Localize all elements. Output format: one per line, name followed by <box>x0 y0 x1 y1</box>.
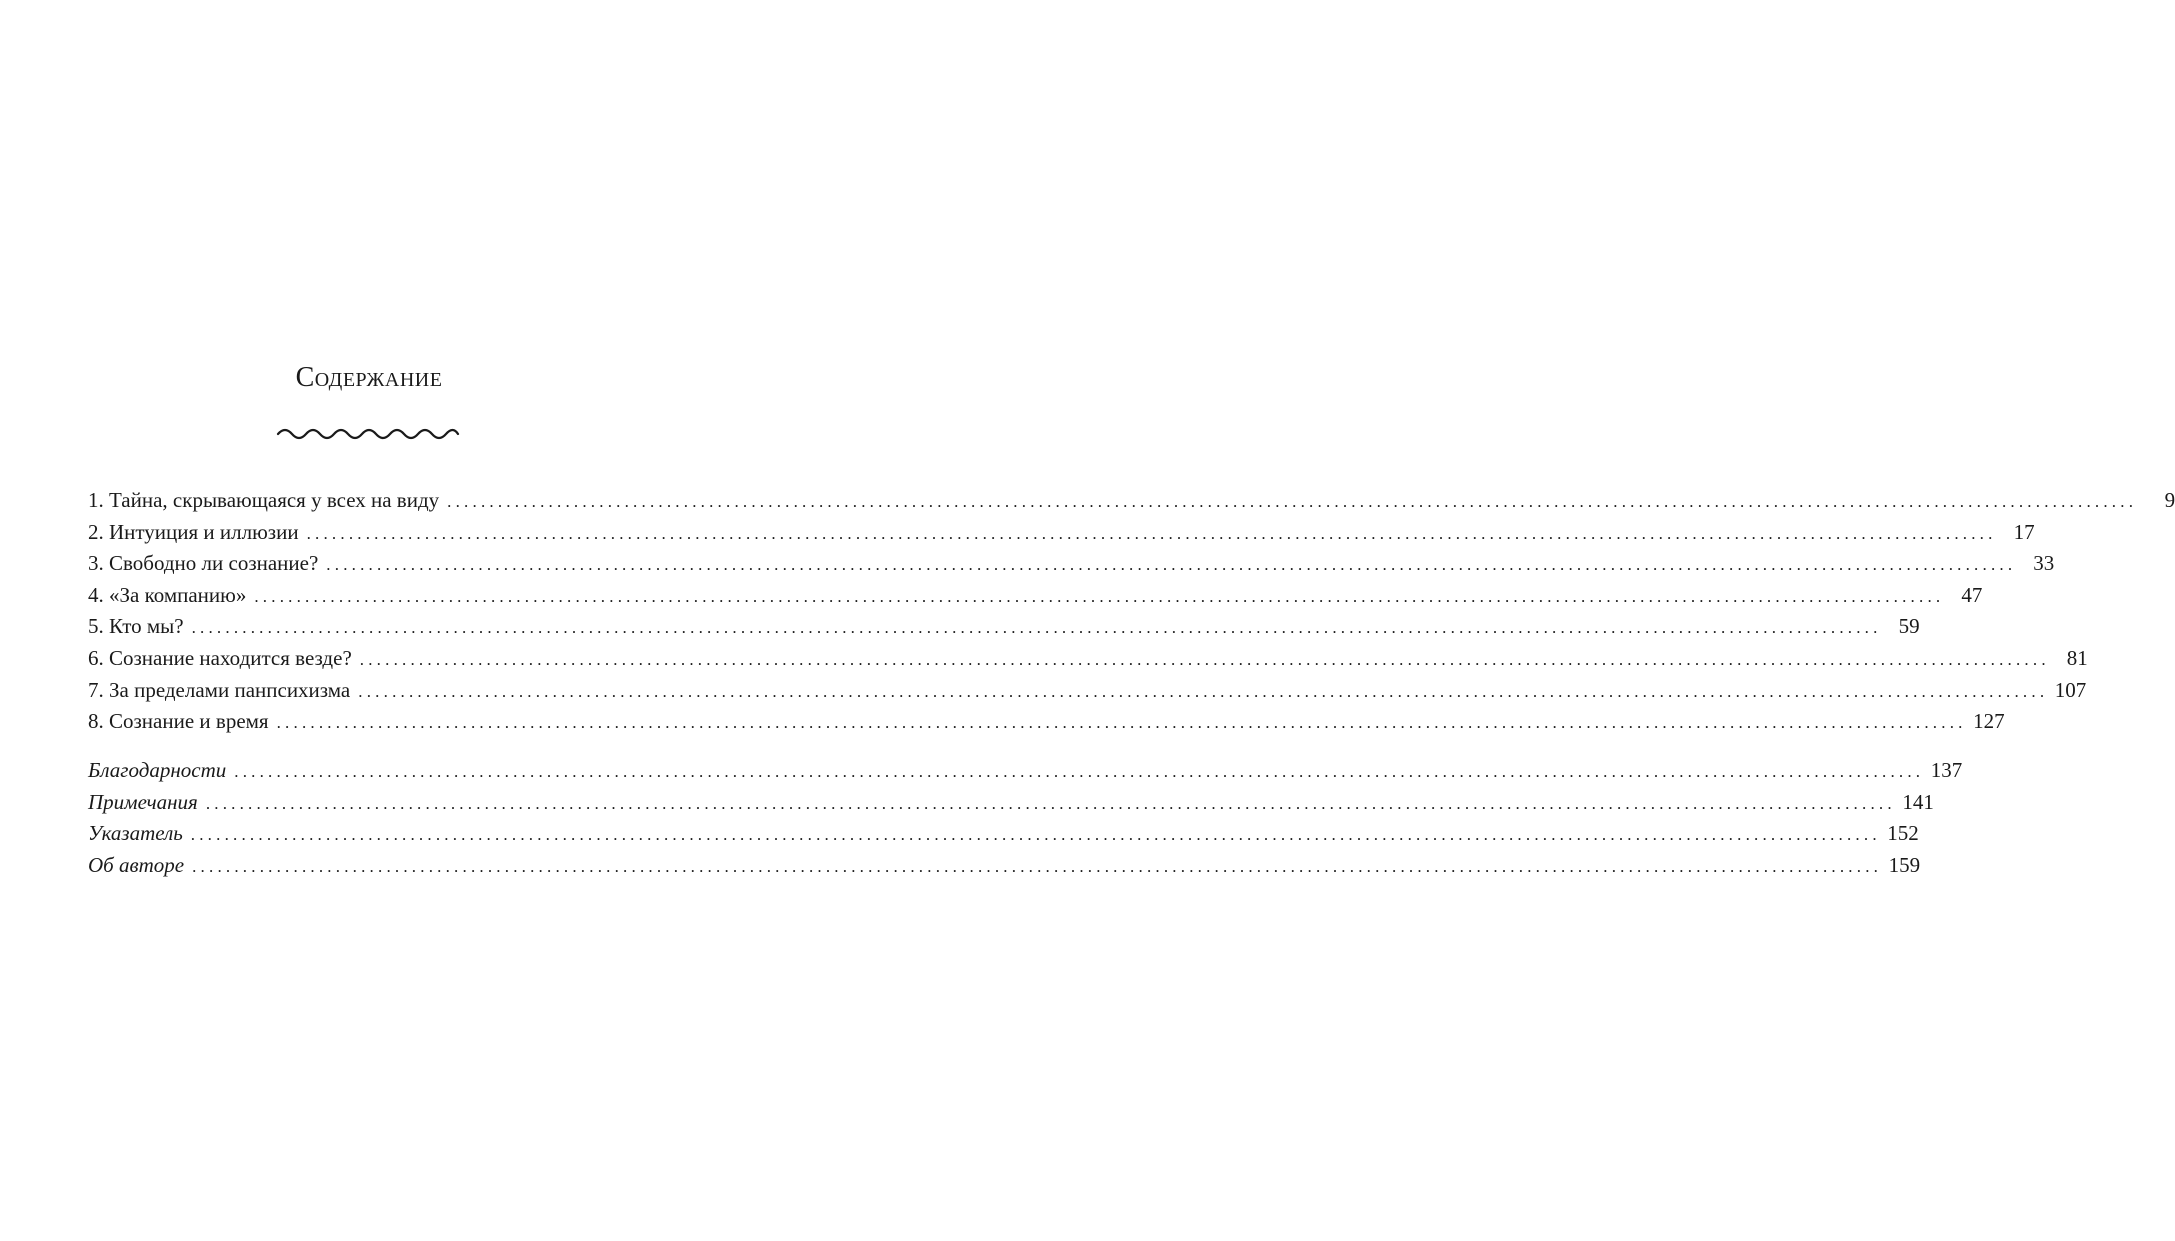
toc-entry-page: 59 <box>1898 614 1920 639</box>
toc-entry-title: 4. «За компанию» <box>88 582 247 607</box>
toc-entry-2[interactable] <box>88 519 2035 552</box>
toc-entry-page: 47 <box>1961 582 1983 607</box>
dot-leader: ........................................................................................................................................................................................................ <box>191 618 1882 638</box>
toc-entry-page: 159 <box>1888 852 1921 877</box>
toc-entry-page: 141 <box>1902 789 1934 814</box>
dot-leader: ........................................................................................................................................................................................................ <box>254 586 1945 606</box>
toc-entry-title: Об авторе <box>88 852 185 877</box>
dot-leader: ........................................................................................................................................................................................................ <box>358 681 2049 701</box>
dot-leader: ........................................................................................................................................................................................................ <box>306 523 1997 543</box>
toc-entry-title: 7. За пределами панпсихизма <box>88 677 351 702</box>
toc-entry-title: Указатель <box>88 821 183 846</box>
toc-entry-index[interactable] <box>88 821 1919 853</box>
toc-entry-page: 17 <box>2013 519 2035 544</box>
dot-leader: ........................................................................................................................................................................................................ <box>205 793 1896 813</box>
toc-entry-page: 107 <box>2054 677 2087 702</box>
toc-chapters-list <box>88 488 2175 741</box>
toc-entry-acknowledgements[interactable] <box>88 758 1963 790</box>
dot-leader: ........................................................................................................................................................................................................ <box>234 762 1925 781</box>
dot-leader: ........................................................................................................................................................................................................ <box>276 713 1967 733</box>
toc-entry-title: 5. Кто мы? <box>88 614 184 639</box>
toc-entry-page: 152 <box>1887 821 1919 846</box>
toc-entry-page: 81 <box>2066 645 2088 670</box>
toc-entry-3[interactable] <box>88 551 2055 583</box>
dot-leader: ........................................................................................................................................................................................................ <box>359 649 2050 669</box>
toc-entry-6[interactable] <box>88 645 2088 678</box>
toc-entry-1[interactable] <box>88 488 2175 520</box>
dot-leader: ........................................................................................................................................................................................................ <box>192 856 1883 876</box>
toc-entry-page: 127 <box>1973 709 2005 734</box>
toc-entry-title: 3. Свободно ли сознание? <box>88 551 319 576</box>
toc-entry-4[interactable] <box>88 582 1983 615</box>
dot-leader: ........................................................................................................................................................................................................ <box>190 825 1881 845</box>
toc-entry-title: 8. Сознание и время <box>88 709 269 734</box>
toc-entry-title: 2. Интуиция и иллюзии <box>88 519 299 544</box>
toc-entry-title: 1. Тайна, скрывающаяся у всех на виду <box>88 488 440 512</box>
dot-leader: ........................................................................................................................................................................................................ <box>447 492 2138 511</box>
dot-leader: ........................................................................................................................................................................................................ <box>326 555 2017 575</box>
toc-entry-title: Благодарности <box>88 758 227 782</box>
toc-entry-title: Примечания <box>88 789 198 814</box>
toc-entry-7[interactable] <box>88 677 2087 710</box>
toc-entry-page: 137 <box>1930 758 1963 782</box>
wavy-line-ornament-icon <box>276 424 460 444</box>
toc-back-matter-list <box>88 758 1963 884</box>
toc-entry-8[interactable] <box>88 709 2005 741</box>
page-title: Содержание <box>295 362 443 393</box>
toc-entry-notes[interactable] <box>88 789 1934 822</box>
toc-entry-page: 33 <box>2033 551 2055 576</box>
toc-entry-about-author[interactable] <box>88 852 1921 885</box>
toc-entry-5[interactable] <box>88 614 1920 646</box>
toc-entry-page: 9 <box>2164 488 2175 512</box>
toc-entry-title: 6. Сознание находится везде? <box>88 645 352 670</box>
